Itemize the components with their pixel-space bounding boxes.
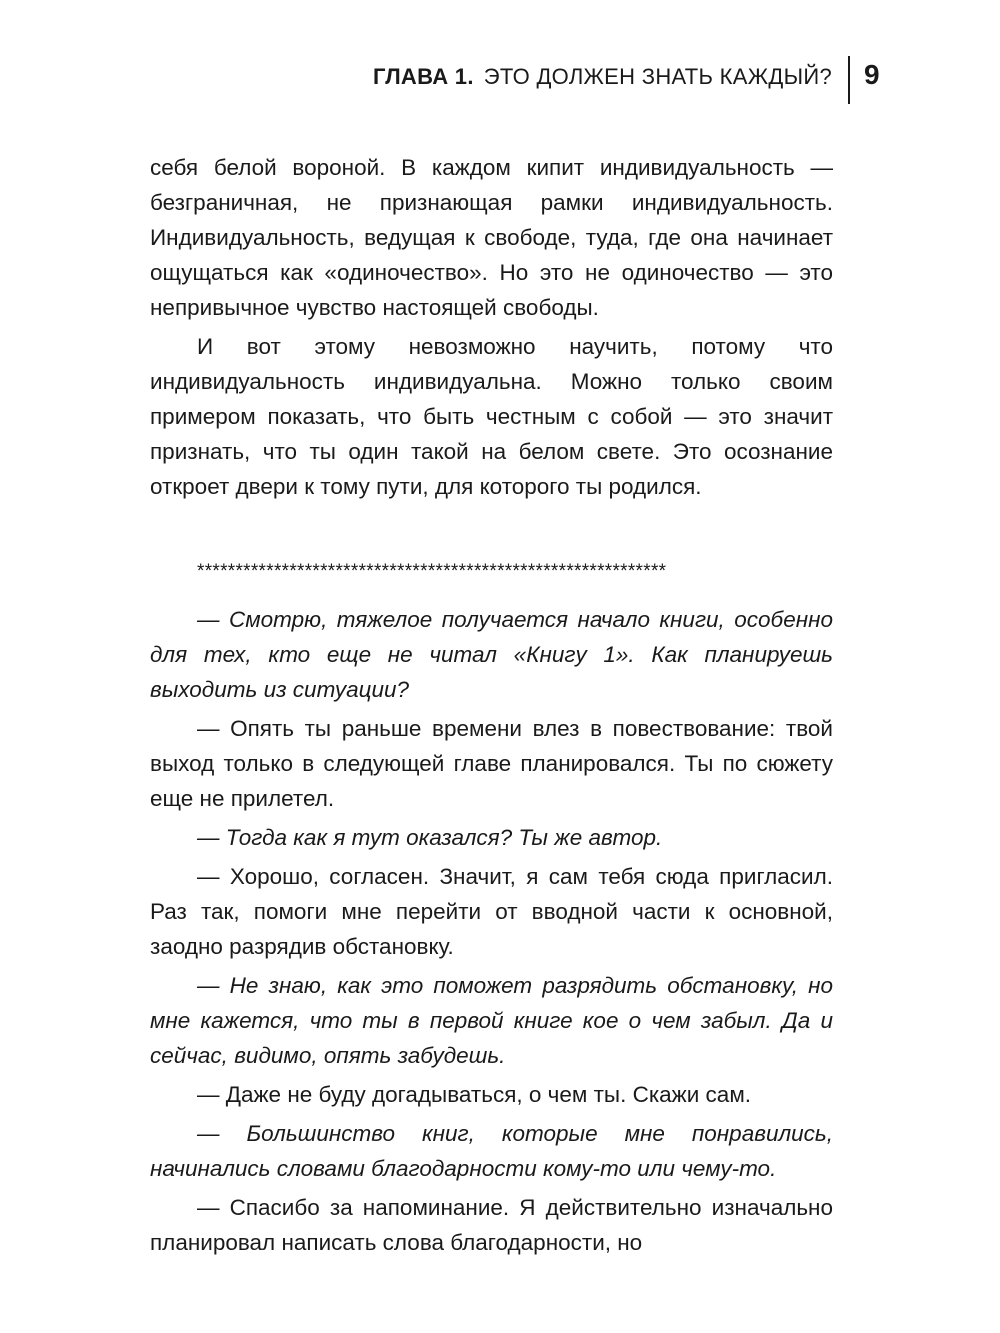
chapter-heading: [373, 64, 832, 90]
page-number: 9: [864, 59, 880, 90]
section-separator: *************************************************************: [197, 561, 667, 582]
running-head: [0, 56, 1000, 106]
page-body: [150, 150, 833, 1260]
dialogue-line-reader: — Тогда как я тут оказался? Ты же автор.: [197, 825, 663, 850]
dialogue-line-reader: — Смотрю, тяжелое получается начало книги, особенно для тех, кто еще не читал «Книгу 1». Как планируешь выходить из ситуации?: [150, 607, 833, 702]
dialogue-line-author: — Хорошо, согласен. Значит, я сам тебя сюда пригласил. Раз так, помоги мне перейти от вводной части к основной, заодно разрядив обстановку.: [150, 864, 833, 959]
chapter-title: ЭТО ДОЛЖЕН ЗНАТЬ КАЖДЫЙ?: [483, 64, 832, 89]
chapter-label: ГЛАВА 1.: [372, 64, 474, 89]
paragraph: И вот этому невозможно научить, потому что индивидуальность индивидуальна. Можно только своим примером показать, что быть честным с собой — это значит признать, что ты один такой на белом свете. Это осознание откроет двери к тому пути, для которого ты родился.: [150, 334, 833, 499]
dialogue-line-author: — Спасибо за напоминание. Я действительно изначально планировал написать слова благодарности, но: [150, 1195, 833, 1255]
dialogue-line-reader: — Не знаю, как это поможет разрядить обстановку, но мне кажется, что ты в первой книге кое о чем забыл. Да и сейчас, видимо, опять забудешь.: [150, 973, 833, 1068]
dialogue-line-author: — Даже не буду догадываться, о чем ты. Скажи сам.: [197, 1082, 752, 1107]
dialogue-line-reader: — Большинство книг, которые мне понравились, начинались словами благодарности кому-то или чему-то.: [150, 1121, 833, 1181]
paragraph-continued: себя белой вороной. В каждом кипит индивидуальность — безграничная, не признающая рамки индивидуальность. Индивидуальность, ведущая к свободе, туда, где она начинает ощущаться как «одиночество». Но это не одиночество — это непривычное чувство настоящей свободы.: [150, 155, 833, 320]
dialogue-line-author: — Опять ты раньше времени влез в повествование: твой выход только в следующей главе планировался. Ты по сюжету еще не прилетел.: [150, 716, 833, 811]
header-divider: [848, 56, 850, 104]
